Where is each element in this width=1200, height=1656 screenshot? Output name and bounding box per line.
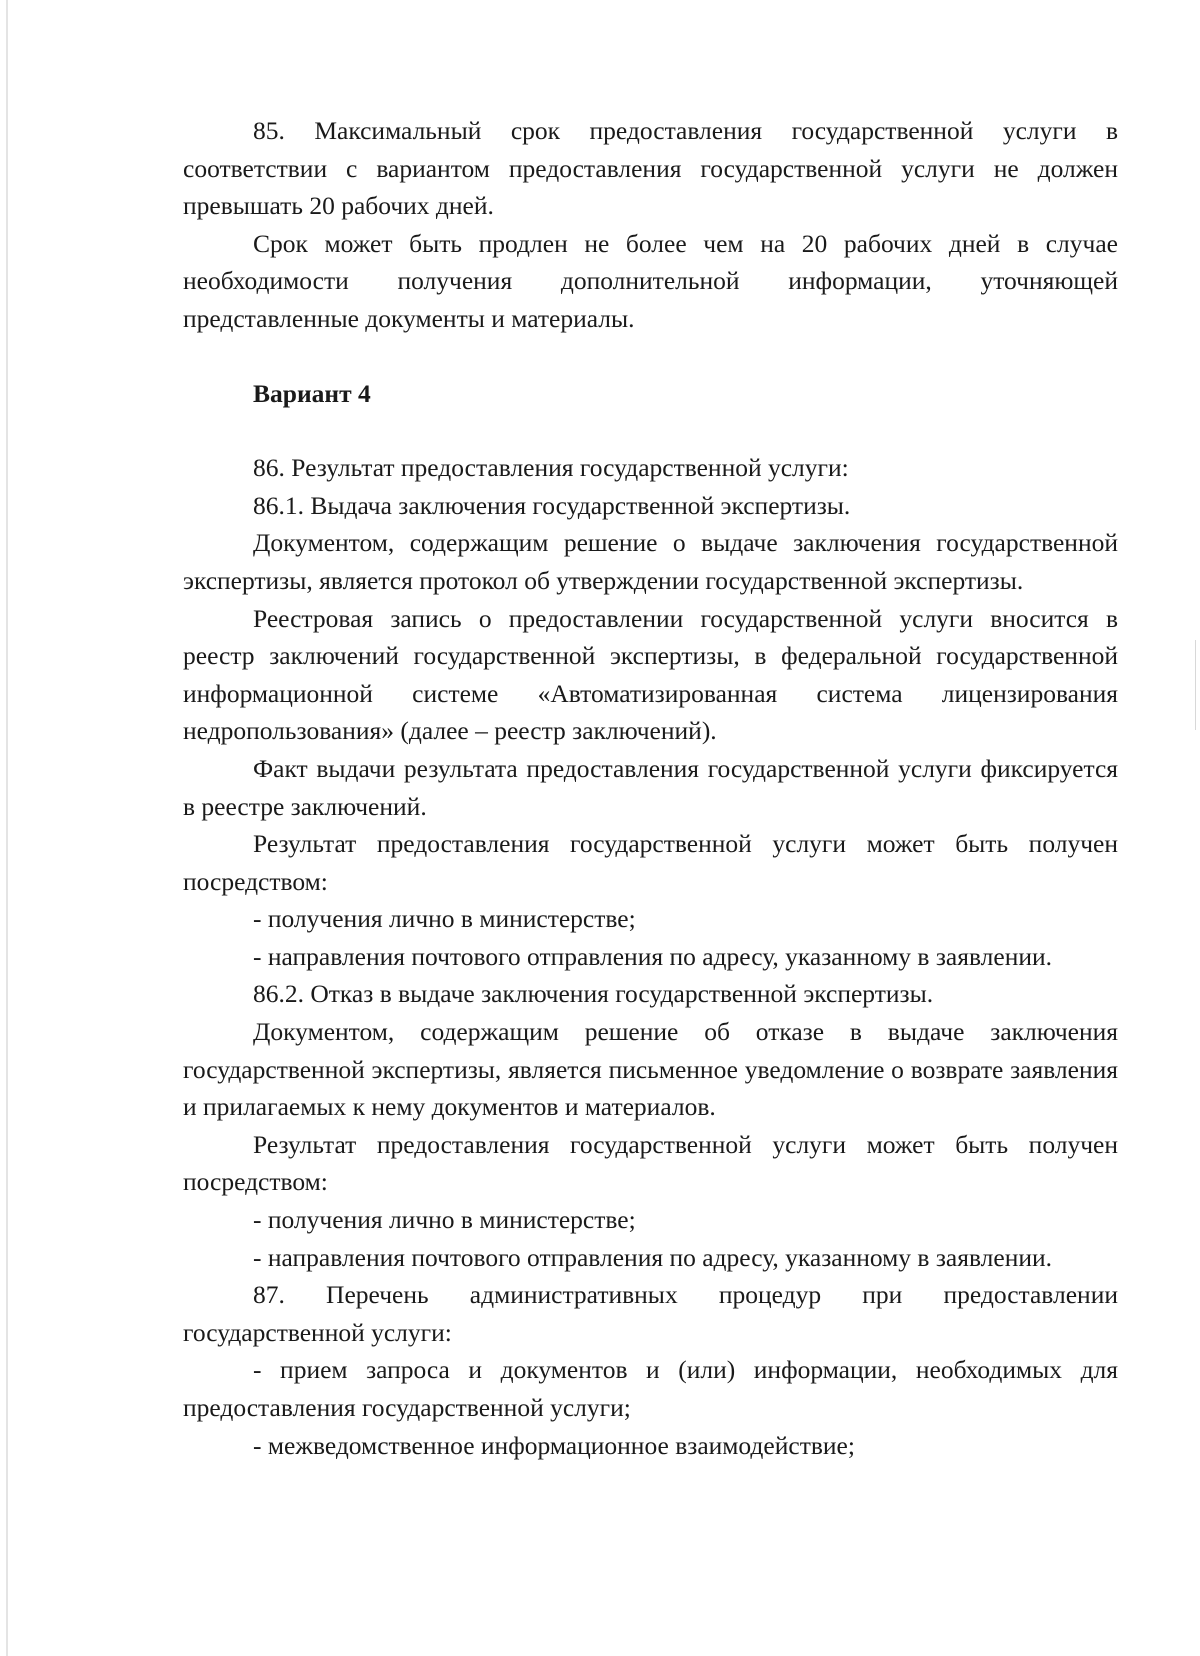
paragraph-86-1-fact: Факт выдачи результата предоставления государственной услуги фиксируется в реестре заключений.	[183, 753, 1118, 821]
document-body	[183, 112, 1118, 1464]
scan-edge-line	[6, 0, 8, 1656]
paragraph-86: 86. Результат предоставления государственной услуги:	[253, 453, 849, 483]
list-item: - получения лично в министерстве;	[253, 1205, 636, 1235]
scan-edge-mark	[1195, 640, 1196, 730]
paragraph-85-extension: Срок может быть продлен не более чем на 20 рабочих дней в случае необходимости получения дополнительной информации, уточняющей представленные документы и материалы.	[183, 228, 1118, 333]
paragraph-85: 85. Максимальный срок предоставления государственной услуги в соответствии с вариантом предоставления государственной услуги не должен превышать 20 рабочих дней.	[183, 116, 1118, 221]
spacer	[183, 412, 1118, 449]
list-item: - направления почтового отправления по адресу, указанному в заявлении.	[253, 941, 1053, 971]
list-item: - прием запроса и документов и (или) информации, необходимых для предоставления государственной услуги;	[183, 1355, 1118, 1422]
paragraph-87: 87. Перечень административных процедур при предоставлении государственной услуги:	[183, 1280, 1118, 1347]
paragraph-86-2-result: Результат предоставления государственной услуги может быть получен посредством:	[183, 1129, 1118, 1197]
list-item: - межведомственное информационное взаимодействие;	[253, 1430, 855, 1460]
paragraph-86-2: 86.2. Отказ в выдаче заключения государственной экспертизы.	[253, 979, 934, 1009]
section-heading: Вариант 4	[253, 378, 371, 408]
paragraph-86-1-result: Результат предоставления государственной услуги может быть получен посредством:	[183, 829, 1118, 896]
paragraph-86-1-document: Документом, содержащим решение о выдаче заключения государственной экспертизы, является протокол об утверждении государственной экспертизы.	[183, 528, 1118, 595]
paragraph-86-1: 86.1. Выдача заключения государственной экспертизы.	[253, 490, 851, 520]
paragraph-86-2-document: Документом, содержащим решение об отказе в выдаче заключения государственной экспертизы, является письменное уведомление о возврате заявления и прилагаемых к нему документов и материалов.	[183, 1017, 1118, 1122]
paragraph-86-1-registry: Реестровая запись о предоставлении государственной услуги вносится в реестр заключений государственной экспертизы, в федеральной государственной информационной системе «Автоматизированная система лицензирования недропользования» (далее – реестр заключений).	[183, 603, 1118, 746]
spacer	[183, 338, 1118, 375]
list-item: - направления почтового отправления по адресу, указанному в заявлении.	[253, 1242, 1053, 1272]
list-item: - получения лично в министерстве;	[253, 904, 636, 934]
